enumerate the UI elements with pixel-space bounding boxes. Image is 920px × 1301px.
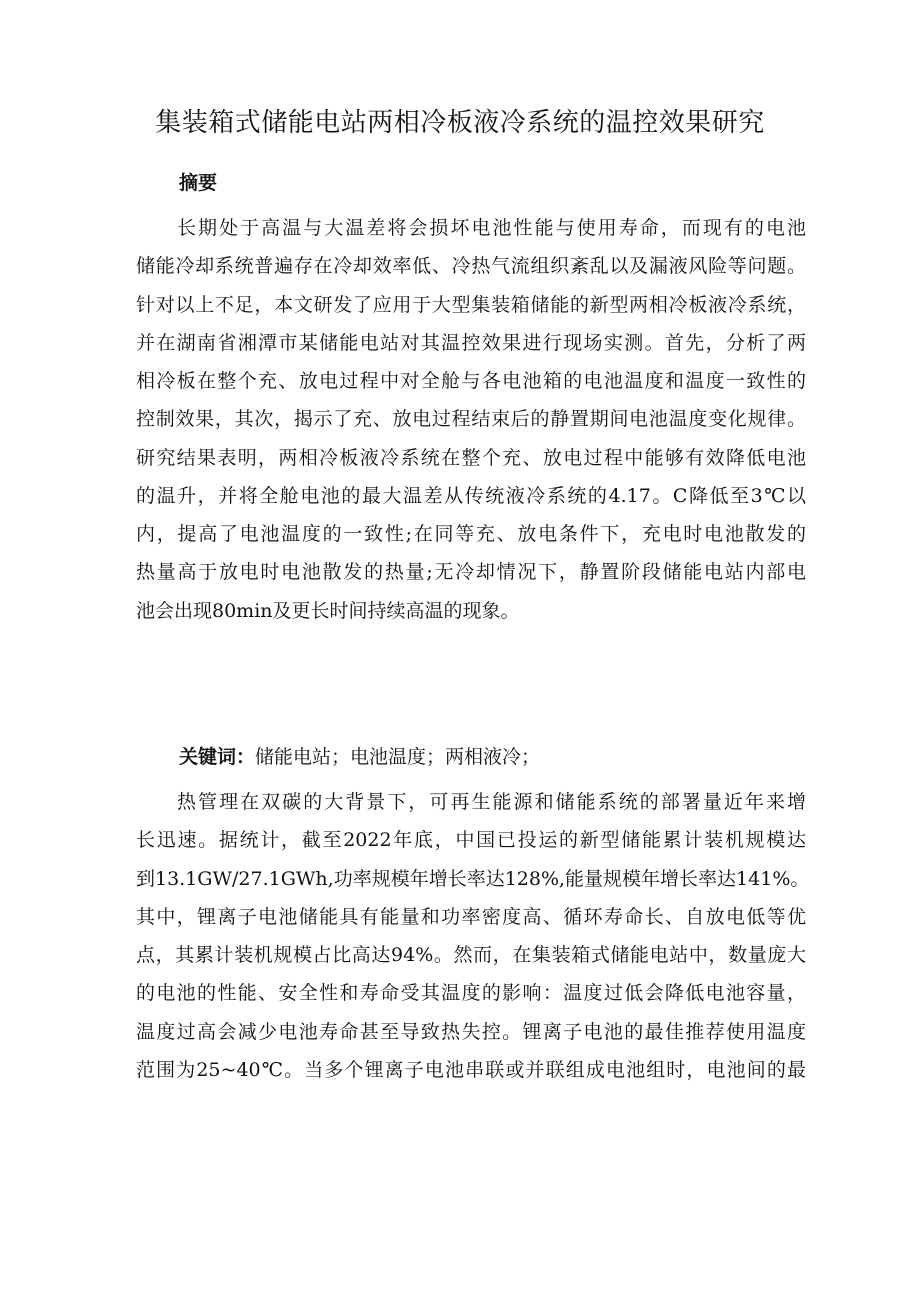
intro-line: 到13.1GW/27.1GWh,功率规模年增长率达128%,能量规模年增长率达141%。	[136, 867, 810, 890]
intro-line: 范围为25~40℃。当多个锂离子电池串联或并联组成电池组时，电池间的最	[136, 1058, 806, 1081]
abstract-line: 控制效果，其次，揭示了充、放电过程结束后的静置期间电池温度变化规律。	[136, 408, 806, 431]
abstract-line: 热量高于放电时电池散发的热量;无冷却情况下，静置阶段储能电站内部电	[136, 561, 806, 584]
abstract-line: 相冷板在整个充、放电过程中对全舱与各电池箱的电池温度和温度一致性的	[136, 370, 806, 392]
intro-line: 热管理在双碳的大背景下，可再生能源和储能系统的部署量近年来增	[177, 791, 806, 813]
intro-line: 的电池的性能、安全性和寿命受其温度的影响：温度过低会降低电池容量，	[136, 982, 806, 1005]
abstract-paragraph	[136, 209, 806, 630]
intro-line: 长迅速。据统计，截至2022年底，中国已投运的新型储能累计装机规模达	[136, 829, 806, 852]
keywords-line	[179, 738, 540, 776]
abstract-line: 长期处于高温与大温差将会损坏电池性能与使用寿命，而现有的电池	[177, 217, 806, 239]
intro-line: 温度过高会减少电池寿命甚至导致热失控。锂离子电池的最佳推荐使用温度	[136, 1020, 806, 1043]
abstract-line: 的温升，并将全舱电池的最大温差从传统液冷系统的4.17。C降低至3℃以	[136, 484, 806, 507]
keywords-label: 关键词：	[179, 746, 256, 768]
abstract-line: 储能冷却系统普遍存在冷却效率低、冷热气流组织紊乱以及漏液风险等问题。	[136, 255, 806, 278]
intro-line: 点，其累计装机规模占比高达94%。然而，在集装箱式储能电站中，数量庞大	[136, 944, 806, 966]
intro-paragraph	[136, 783, 810, 1089]
abstract-line: 研究结果表明，两相冷板液冷系统在整个充、放电过程中能够有效降低电池	[136, 446, 806, 469]
abstract-heading: 摘要	[179, 172, 218, 194]
abstract-line: 内，提高了电池温度的一致性;在同等充、放电条件下，充电时电池散发的	[136, 523, 806, 545]
keywords-text: 储能电站；电池温度；两相液冷；	[255, 746, 541, 768]
document-title: 集装箱式储能电站两相冷板液冷系统的温控效果研究	[155, 108, 765, 138]
abstract-line: 针对以上不足，本文研发了应用于大型集装箱储能的新型两相冷板液冷系统，	[136, 293, 806, 316]
intro-line: 其中，锂离子电池储能具有能量和功率密度高、循环寿命长、自放电低等优	[136, 905, 806, 928]
abstract-line: 池会出现80min及更长时间持续高温的现象。	[136, 599, 520, 622]
abstract-line: 并在湖南省湘潭市某储能电站对其温控效果进行现场实测。首先，分析了两	[136, 331, 806, 354]
